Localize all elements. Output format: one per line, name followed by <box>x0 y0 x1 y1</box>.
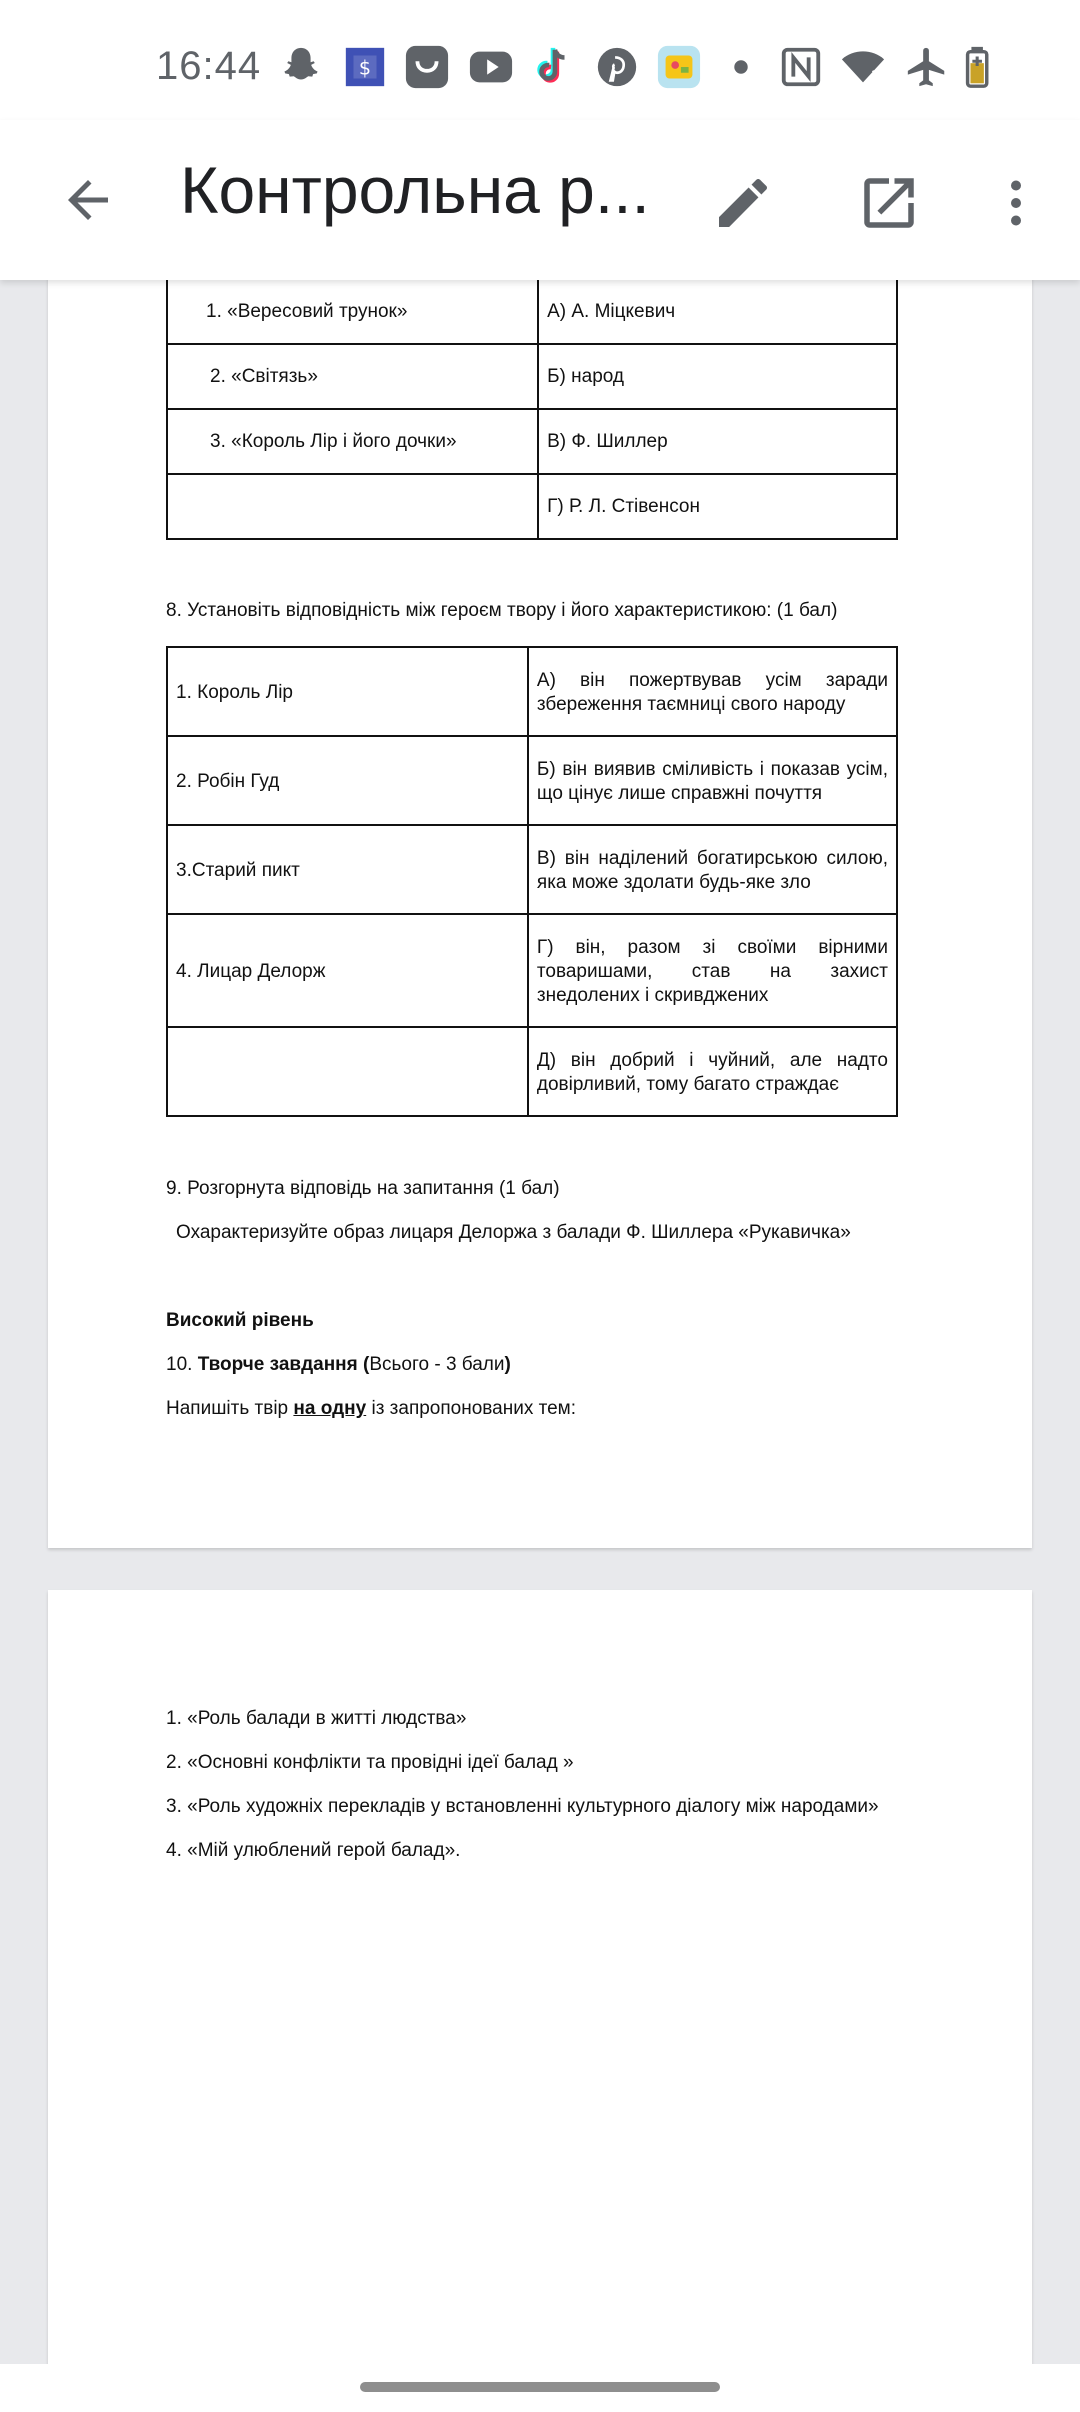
battery-icon <box>958 44 1004 90</box>
document-page-1 <box>48 240 1032 1548</box>
table-row <box>167 914 897 1027</box>
table-cell: Г) Р. Л. Стівенсон <box>538 474 897 539</box>
pencil-icon <box>711 171 775 235</box>
table-cell: 3.Старий пикт <box>167 825 528 914</box>
instruction-emphasis: на одну <box>293 1398 367 1419</box>
list-item: 3. «Роль художніх перекладів у встановленні культурного діалогу між народами» <box>166 1796 879 1817</box>
gesture-handle[interactable] <box>360 2382 720 2392</box>
table-cell: А) А. Міцкевич <box>538 279 897 344</box>
instruction-post: із запропонованих тем: <box>366 1398 577 1419</box>
open-in-new-icon <box>856 170 922 236</box>
more-options-button[interactable] <box>976 160 1056 246</box>
table-cell: 2. Робін Гуд <box>167 736 528 825</box>
matching-table-heroes-traits <box>166 646 898 1117</box>
list-item: 2. «Основні конфлікти та провідні ідеї балад » <box>166 1752 574 1773</box>
status-bar <box>0 0 1080 140</box>
shop-icon <box>404 44 450 90</box>
table-cell: В) Ф. Шиллер <box>538 409 897 474</box>
q10-number: 10. <box>166 1354 198 1375</box>
q10-points: Всього - 3 бали <box>369 1354 505 1375</box>
instruction-pre: Напишіть твір <box>166 1398 294 1419</box>
game-icon <box>656 44 702 90</box>
airplane-icon <box>904 44 950 90</box>
section-heading-high-level: Високий рівень <box>166 1310 314 1331</box>
table-cell: 1. Король Лір <box>167 647 528 736</box>
table-row <box>167 647 897 736</box>
app-bar <box>0 120 1080 280</box>
pinterest-icon <box>594 44 640 90</box>
q10-close: ) <box>504 1354 511 1375</box>
table-cell: Б) він виявив сміливість і показав усім, що цінує лише справжні почуття <box>528 736 897 825</box>
more-vert-icon <box>986 173 1046 233</box>
table-cell <box>167 1027 528 1116</box>
table-cell: Г) він, разом зі своїми вірними товаришами, став на захист знедолених і скривджених <box>528 914 897 1027</box>
app-s-icon <box>342 44 388 90</box>
table-cell: 3. «Король Лір і його дочки» <box>167 409 538 474</box>
wifi-icon <box>840 44 886 90</box>
tiktok-icon <box>530 44 576 90</box>
table-row <box>167 736 897 825</box>
question-9-text: Охарактеризуйте образ лицаря Делоржа з балади Ф. Шиллера «Рукавичка» <box>176 1222 851 1243</box>
table-row <box>167 279 897 344</box>
list-item: 1. «Роль балади в житті людства» <box>166 1708 467 1729</box>
table-cell: Д) він добрий і чуйний, але надто довірливий, тому багато страждає <box>528 1027 897 1116</box>
snapchat-icon <box>278 44 324 90</box>
essay-instruction <box>166 1398 576 1420</box>
question-10-title <box>166 1354 511 1376</box>
matching-table-works-authors <box>166 278 898 540</box>
table-cell <box>167 474 538 539</box>
arrow-back-icon <box>58 170 118 230</box>
table-row <box>167 409 897 474</box>
table-cell: Б) народ <box>538 344 897 409</box>
table-row <box>167 474 897 539</box>
table-row <box>167 344 897 409</box>
svg-text:$: $ <box>358 56 372 80</box>
table-cell: 1. «Вересовий трунок» <box>167 279 538 344</box>
table-row <box>167 825 897 914</box>
youtube-icon <box>468 44 514 90</box>
status-time: 16:44 <box>156 44 262 88</box>
q10-bold-label: Творче завдання ( <box>197 1354 370 1375</box>
navigation-bar <box>0 2364 1080 2412</box>
document-page-2 <box>48 1590 1032 2412</box>
back-button[interactable] <box>48 160 128 240</box>
dot-icon <box>718 44 764 90</box>
table-cell: 2. «Світязь» <box>167 344 538 409</box>
table-cell: А) він пожертвував усім заради збереження таємниці свого народу <box>528 647 897 736</box>
document-title: Контрольна р... <box>180 153 650 227</box>
open-external-button[interactable] <box>846 160 932 246</box>
table-cell: 4. Лицар Делорж <box>167 914 528 1027</box>
table-row <box>167 1027 897 1116</box>
list-item: 4. «Мій улюблений герой балад». <box>166 1840 461 1861</box>
edit-button[interactable] <box>700 160 786 246</box>
nfc-icon <box>778 44 824 90</box>
question-8: 8. Установіть відповідність між героєм твору і його характеристикою: (1 бал) <box>166 600 838 621</box>
table-cell: В) він наділений богатирською силою, яка може здолати будь-яке зло <box>528 825 897 914</box>
question-9-title: 9. Розгорнута відповідь на запитання (1 бал) <box>166 1178 560 1199</box>
